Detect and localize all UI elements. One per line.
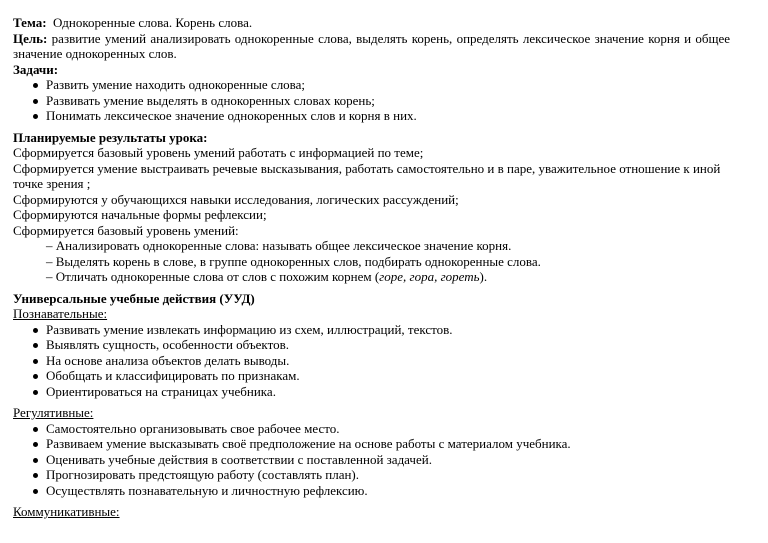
list-item: Осуществлять познавательную и личностную рефлексию. — [33, 483, 730, 499]
goal-text: развитие умений анализировать однокоренные слова, выделять корень, определять лексическое значение корня и общее значение однокоренных слов. — [13, 30, 730, 61]
regulatory-label: Регулятивные: — [13, 405, 94, 420]
list-item: Развить умение находить однокоренные слова; — [33, 77, 730, 93]
cognitive-list — [13, 322, 730, 400]
results-line: Сформируется умение выстраивать речевые высказывания, работать самостоятельно и в паре, уважительное отношение к иной точке зрения ; — [13, 160, 721, 191]
list-item: Обобщать и классифицировать по признакам. — [33, 368, 730, 384]
list-item: Ориентироваться на страницах учебника. — [33, 384, 730, 400]
list-item: Развивать умение извлекать информацию из схем, иллюстраций, текстов. — [33, 322, 730, 338]
results-line: Сформируются у обучающихся навыки исследования, логических рассуждений; — [13, 191, 459, 207]
dash-item — [13, 269, 730, 285]
regulatory-list — [13, 421, 730, 499]
topic-text: Однокоренные слова. Корень слова. — [53, 15, 253, 30]
dash-text: – Отличать однокоренные слова от слов с похожим корнем ( — [46, 269, 380, 284]
communicative-label: Коммуникативные: — [13, 504, 120, 519]
results-line: Сформируется базовый уровень умений: — [13, 222, 239, 238]
topic-label: Тема: — [13, 15, 47, 30]
dash-text: ). — [479, 269, 488, 284]
goal-label: Цель: — [13, 30, 48, 46]
uud-heading: Универсальные учебные действия (УУД) — [13, 290, 255, 306]
topic-line — [13, 15, 730, 31]
dash-item: – Выделять корень в слове, в группе однокоренных слов, подбирать однокоренные слова. — [46, 253, 541, 269]
cognitive-label: Познавательные: — [13, 306, 108, 321]
list-item: Самостоятельно организовывать свое рабочее место. — [33, 421, 730, 437]
tasks-heading: Задачи: — [13, 61, 59, 77]
list-item: Развиваем умение высказывать своё предположение на основе работы с материалом учебника. — [33, 436, 730, 452]
list-item: На основе анализа объектов делать выводы. — [33, 353, 730, 369]
example-words: горе, гора, гореть — [379, 269, 480, 284]
tasks-list — [13, 77, 730, 124]
goal-line — [13, 31, 730, 62]
list-item: Понимать лексическое значение однокоренных слов и корня в них. — [33, 108, 730, 124]
list-item: Выявлять сущность, особенности объектов. — [33, 337, 730, 353]
list-item: Оценивать учебные действия в соответствии с поставленной задачей. — [33, 452, 730, 468]
results-line: Сформируется базовый уровень умений работать с информацией по теме; — [13, 145, 424, 160]
dash-item: – Анализировать однокоренные слова: называть общее лексическое значение корня. — [46, 238, 512, 253]
list-item: Прогнозировать предстоящую работу (составлять план). — [33, 467, 730, 483]
results-line: Сформируются начальные формы рефлексии; — [13, 207, 267, 222]
results-heading: Планируемые результаты урока: — [13, 129, 208, 145]
list-item: Развивать умение выделять в однокоренных словах корень; — [33, 93, 730, 109]
